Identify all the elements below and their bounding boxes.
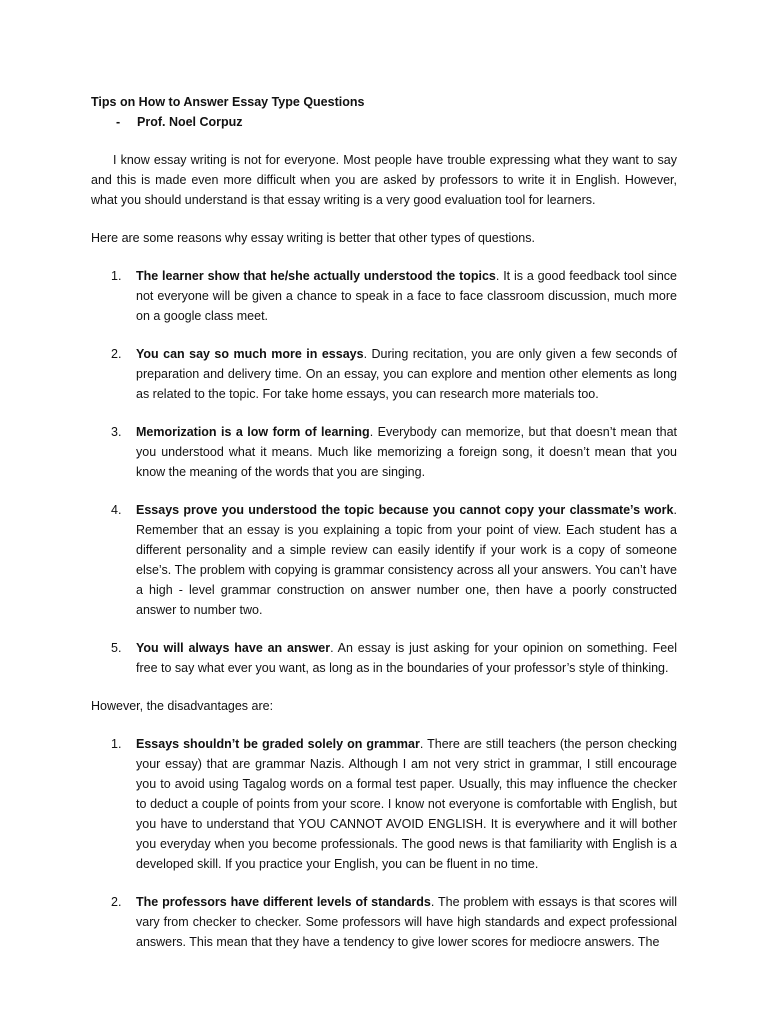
reasons-list (91, 266, 677, 678)
list-item (91, 500, 677, 620)
list-number: 3. (111, 425, 122, 439)
list-item (91, 266, 677, 326)
list-lead: Essays prove you understood the topic because you cannot copy your classmate’s work (136, 503, 674, 517)
author-name: Prof. Noel Corpuz (137, 115, 243, 129)
list-lead: The learner show that he/she actually understood the topics (136, 269, 496, 283)
list-number: 2. (111, 895, 122, 909)
list-item (91, 422, 677, 482)
list-lead: You will always have an answer (136, 641, 331, 655)
list-text: . Everybody can memorize, but that doesn’t mean that you understood what it means. Much like memorizing a foreign song, it doesn’t mean that you know the meaning of the words that you are singing. (136, 425, 677, 479)
list-text: . An essay is just asking for your opinion on something. Feel free to say what ever you want, as long as in the boundaries of your professor’s style of thinking. (136, 641, 677, 675)
list-item (91, 638, 677, 678)
intro-paragraph: I know essay writing is not for everyone. Most people have trouble expressing what they want to say and this is made even more difficult when you are asked by professors to write it in English. However, what you should understand is that essay writing is a very good evaluation tool for learners. (91, 153, 677, 207)
list-lead: Essays shouldn’t be graded solely on grammar (136, 737, 420, 751)
document-body (91, 92, 677, 952)
list-lead: You can say so much more in essays (136, 347, 364, 361)
list-lead: The professors have different levels of standards (136, 895, 431, 909)
list-number: 1. (111, 737, 122, 751)
list-number: 2. (111, 347, 122, 361)
author-dash: - (116, 115, 121, 129)
list-text: . The problem with essays is that scores will vary from checker to checker. Some professors will have high standards and expect professional answers. This mean that they have a tendency to give lower scores for mediocre answers. The (136, 895, 678, 949)
list-item (91, 344, 677, 404)
list-text: . Remember that an essay is you explaining a topic from your point of view. Each student has a different personality and a simple review can easily identify if your work is a copy of someone else’s. The problem with copying is grammar consistency across all your answers. You can’t have a high - level grammar construction on answer number one, then have a poorly constructed answer to number two. (136, 503, 677, 617)
list-text: . During recitation, you are only given a few seconds of preparation and delivery time. On an essay, you can explore and mention other elements as long as related to the topic. For take home essays, you can research more materials too. (136, 347, 677, 401)
disadvantages-intro: However, the disadvantages are: (91, 699, 274, 713)
document-title: Tips on How to Answer Essay Type Questions (91, 95, 365, 109)
list-lead: Memorization is a low form of learning (136, 425, 370, 439)
list-item (91, 734, 677, 874)
reasons-intro: Here are some reasons why essay writing is better that other types of questions. (91, 231, 535, 245)
list-number: 4. (111, 503, 122, 517)
author-line (91, 112, 677, 132)
list-number: 5. (111, 641, 122, 655)
list-text: . It is a good feedback tool since not everyone will be given a chance to speak in a face to face classroom discussion, much more on a google class meet. (136, 269, 677, 323)
list-text: . There are still teachers (the person checking your essay) that are grammar Nazis. Although I am not very strict in grammar, I still encourage you to avoid using Tagalog words on a formal test paper. Usually, this may influence the checker to deduct a couple of points from your score. I know not everyone is comfortable with English, but you have to understand that YOU CANNOT AVOID ENGLISH. It is everywhere and it will bother you everyday when you become professionals. The good news is that familiarity with English is a developed skill. If you practice your English, you can be fluent in no time. (136, 737, 678, 871)
disadvantages-list (91, 734, 677, 952)
list-item (91, 892, 677, 952)
list-number: 1. (111, 269, 122, 283)
